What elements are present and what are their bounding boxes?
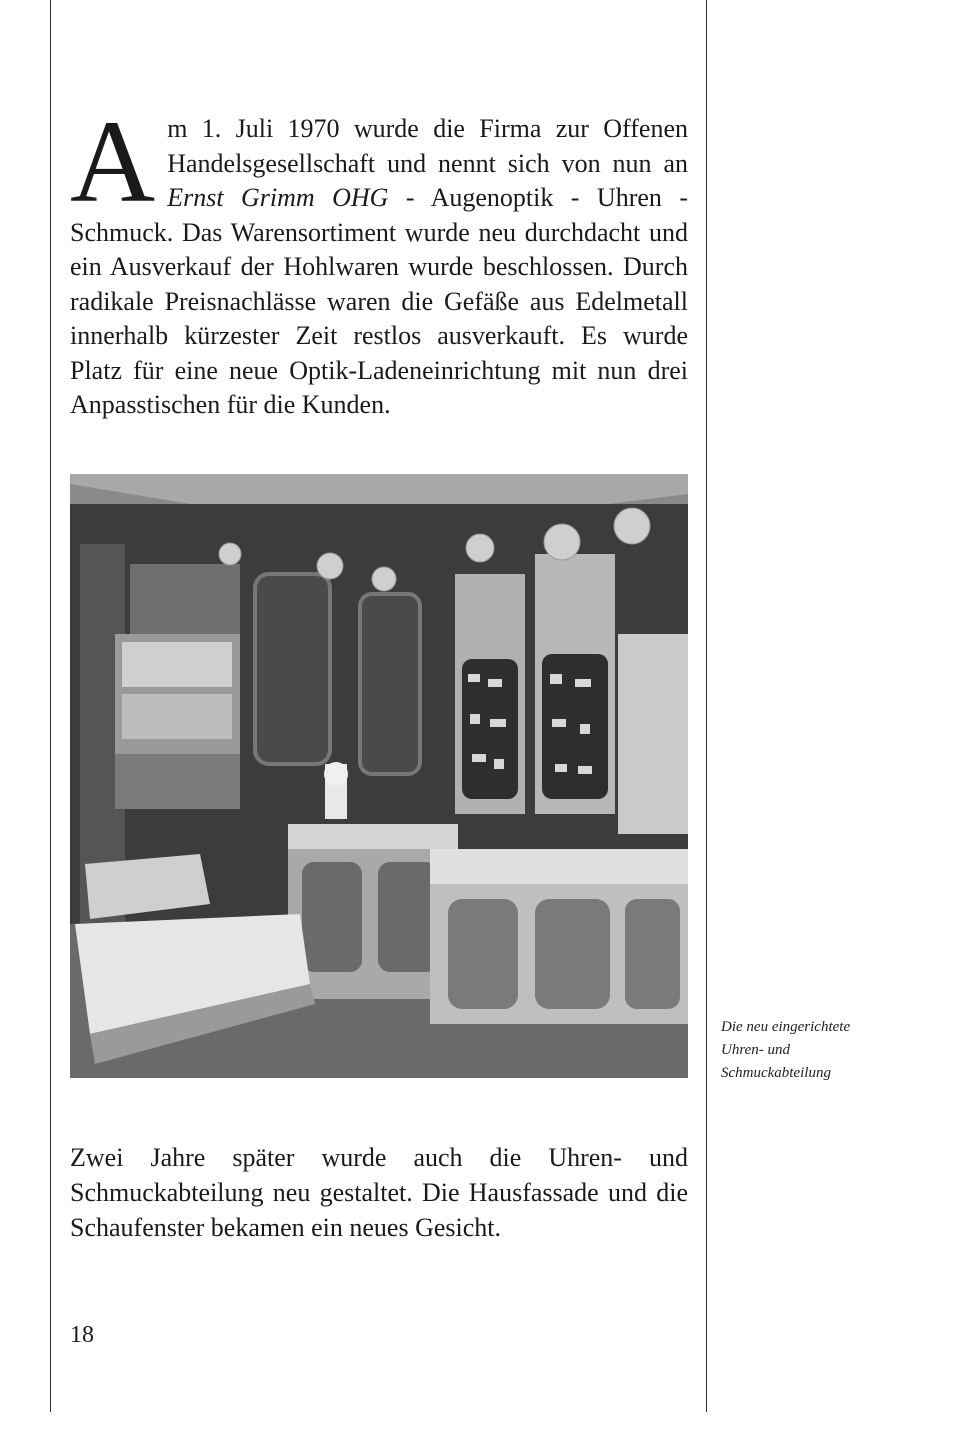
page-number: 18 (70, 1322, 94, 1348)
closing-paragraph: Zwei Jahre später wurde auch die Uhren- und Schmuckabteilung neu gestaltet. Die Hausfassade und die Schaufenster bekamen ein neues Gesicht. (70, 1143, 688, 1242)
shop-interior-photo (70, 474, 688, 1078)
caption-line-2: Uhren- und (721, 1042, 791, 1058)
caption-line-1: Die neu eingerichtete (721, 1019, 851, 1035)
caption-line-3: Schmuckabteilung (721, 1065, 831, 1081)
company-name: Ernst Grimm OHG (167, 183, 389, 212)
intro-text-after: - Augenoptik - Uhren - Schmuck. Das Warensortiment wurde neu durchdacht und ein Ausverkauf der Hohlwaren wurde beschlossen. Durch radikale Preisnachlässe waren die Gefäße aus Edelmetall innerhalb kürzester Zeit restlos ausverkauft. Es wurde Platz für eine neue Optik-Ladeneinrichtung mit nun drei Anpasstischen für die Kunden. (70, 183, 689, 419)
intro-paragraph (70, 96, 689, 423)
drop-cap: A (70, 96, 156, 227)
right-margin-rule (706, 0, 707, 1412)
intro-text-before: m 1. Juli 1970 wurde die Firma zur Offenen Handelsgesellschaft und nennt sich von nun an (167, 114, 688, 178)
photo-caption (721, 1016, 921, 1085)
shop-interior-illustration (70, 474, 688, 1078)
left-margin-rule (50, 0, 51, 1412)
